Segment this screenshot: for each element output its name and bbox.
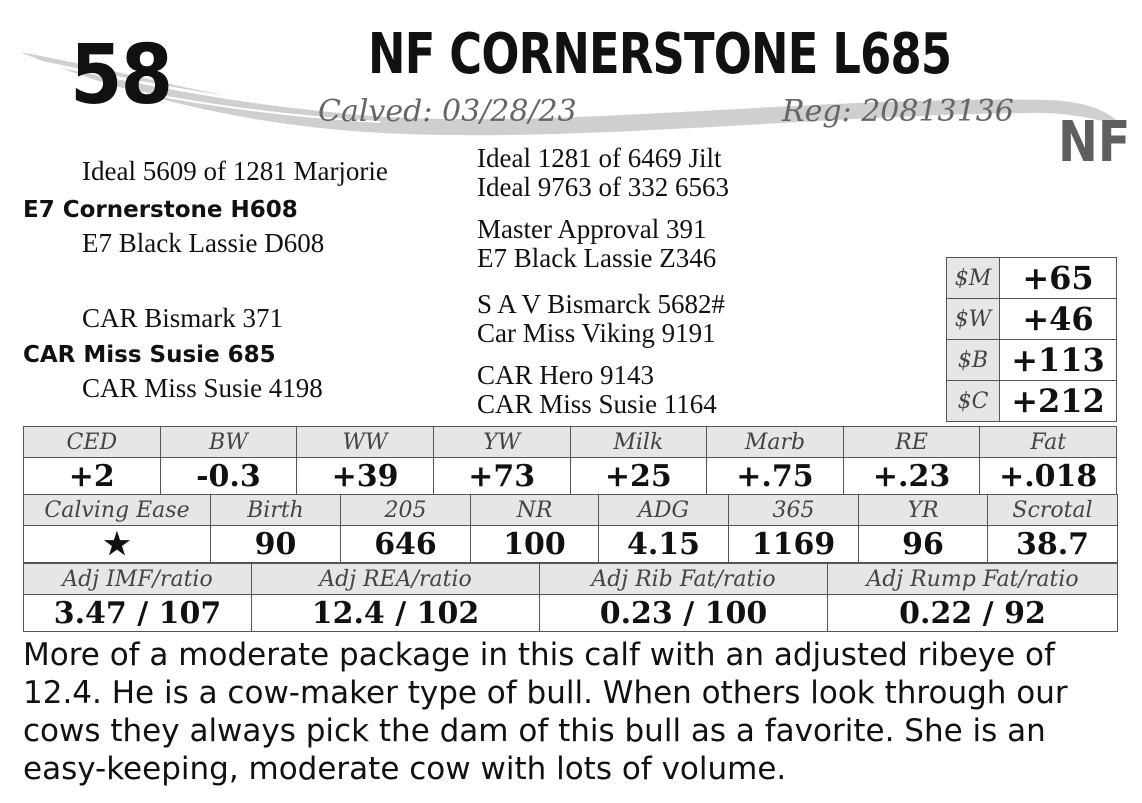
performance-label: 365	[729, 495, 859, 526]
pedigree-dam-dam-sire: CAR Hero 9143	[477, 360, 654, 390]
epd-value-row	[24, 458, 1117, 495]
epd-value: +.75	[707, 458, 844, 495]
performance-value: 38.7	[988, 526, 1118, 563]
index-value: +46	[1000, 299, 1117, 340]
performance-label: ADG	[599, 495, 729, 526]
index-value: +113	[1000, 340, 1117, 381]
ultrasound-value: 0.22 / 92	[828, 595, 1118, 632]
epd-value: +.018	[980, 458, 1117, 495]
index-value: +212	[1000, 381, 1117, 422]
epd-value: -0.3	[160, 458, 297, 495]
performance-value: 96	[859, 526, 988, 563]
ultrasound-label: Adj REA/ratio	[252, 564, 540, 595]
pedigree-sire-dam-sire: Master Approval 391	[477, 214, 707, 244]
index-row	[947, 299, 1117, 340]
ultrasound-label: Adj Rump Fat/ratio	[828, 564, 1118, 595]
brand-logo: NF	[1058, 110, 1131, 175]
epd-label: RE	[843, 427, 980, 458]
pedigree-dam-sire: CAR Bismark 371	[82, 303, 284, 333]
animal-name: NF CORNERSTONE L685	[368, 22, 952, 87]
index-label: $M	[947, 258, 1000, 299]
epd-label: Milk	[570, 427, 707, 458]
performance-label: Calving Ease	[24, 495, 211, 526]
pedigree-sire-dam: E7 Black Lassie D608	[82, 228, 325, 258]
pedigree-sire: E7 Cornerstone H608	[23, 197, 298, 223]
pedigree-sire-sire-dam: Ideal 9763 of 332 6563	[477, 172, 729, 202]
epd-value: +39	[297, 458, 434, 495]
epd-label: CED	[24, 427, 161, 458]
pedigree-sire-dam-dam: E7 Black Lassie Z346	[477, 243, 717, 273]
performance-label-row	[24, 495, 1118, 526]
ultrasound-value-row	[24, 595, 1118, 632]
ultrasound-value: 12.4 / 102	[252, 595, 540, 632]
performance-label: Birth	[211, 495, 341, 526]
epd-label: YW	[433, 427, 570, 458]
epd-label: Marb	[707, 427, 844, 458]
index-label: $C	[947, 381, 1000, 422]
performance-value-row	[24, 526, 1118, 563]
lot-number: 58	[70, 28, 172, 123]
performance-value: 100	[471, 526, 599, 563]
ultrasound-label-row	[24, 564, 1118, 595]
performance-label: YR	[859, 495, 988, 526]
index-label: $B	[947, 340, 1000, 381]
pedigree-dam-dam-dam: CAR Miss Susie 1164	[477, 389, 717, 419]
epd-value: +.23	[843, 458, 980, 495]
epd-label: WW	[297, 427, 434, 458]
epd-value: +2	[24, 458, 161, 495]
performance-value: 4.15	[599, 526, 729, 563]
pedigree-dam-sire-dam: Car Miss Viking 9191	[477, 318, 716, 348]
dollar-index-table	[946, 257, 1117, 422]
epd-label: Fat	[980, 427, 1117, 458]
epd-value: +73	[433, 458, 570, 495]
performance-label: NR	[471, 495, 599, 526]
performance-label: Scrotal	[988, 495, 1118, 526]
pedigree-dam-dam: CAR Miss Susie 4198	[82, 373, 323, 403]
pedigree-sire-sire-sire: Ideal 1281 of 6469 Jilt	[477, 143, 722, 173]
performance-value: 646	[341, 526, 471, 563]
pedigree-dam-sire-sire: S A V Bismarck 5682#	[477, 289, 726, 319]
performance-value: 90	[211, 526, 341, 563]
index-label: $W	[947, 299, 1000, 340]
ultrasound-label: Adj IMF/ratio	[24, 564, 252, 595]
calved-date: Calved: 03/28/23	[318, 94, 577, 129]
calving-ease-star-icon: ★	[24, 526, 211, 563]
registration-number: Reg: 20813136	[782, 94, 1014, 129]
epd-label: BW	[160, 427, 297, 458]
index-row	[947, 381, 1117, 422]
index-row	[947, 258, 1117, 299]
epd-table	[23, 426, 1117, 495]
ultrasound-table	[23, 563, 1118, 632]
performance-table	[23, 494, 1118, 563]
pedigree-sire-sire: Ideal 5609 of 1281 Marjorie	[82, 156, 388, 186]
epd-value: +25	[570, 458, 707, 495]
ultrasound-value: 0.23 / 100	[540, 595, 828, 632]
performance-value: 1169	[729, 526, 859, 563]
index-value: +65	[1000, 258, 1117, 299]
pedigree-dam: CAR Miss Susie 685	[23, 342, 276, 368]
epd-label-row	[24, 427, 1117, 458]
ultrasound-value: 3.47 / 107	[24, 595, 252, 632]
index-row	[947, 340, 1117, 381]
description-text: More of a moderate package in this calf with an adjusted ribeye of 12.4. He is a cow-maker type of bull. When others look through our cows they always pick the dam of this bull as a favorite. She is an easy-keeping, moderate cow with lots of volume.	[23, 637, 1068, 787]
performance-label: 205	[341, 495, 471, 526]
ultrasound-label: Adj Rib Fat/ratio	[540, 564, 828, 595]
